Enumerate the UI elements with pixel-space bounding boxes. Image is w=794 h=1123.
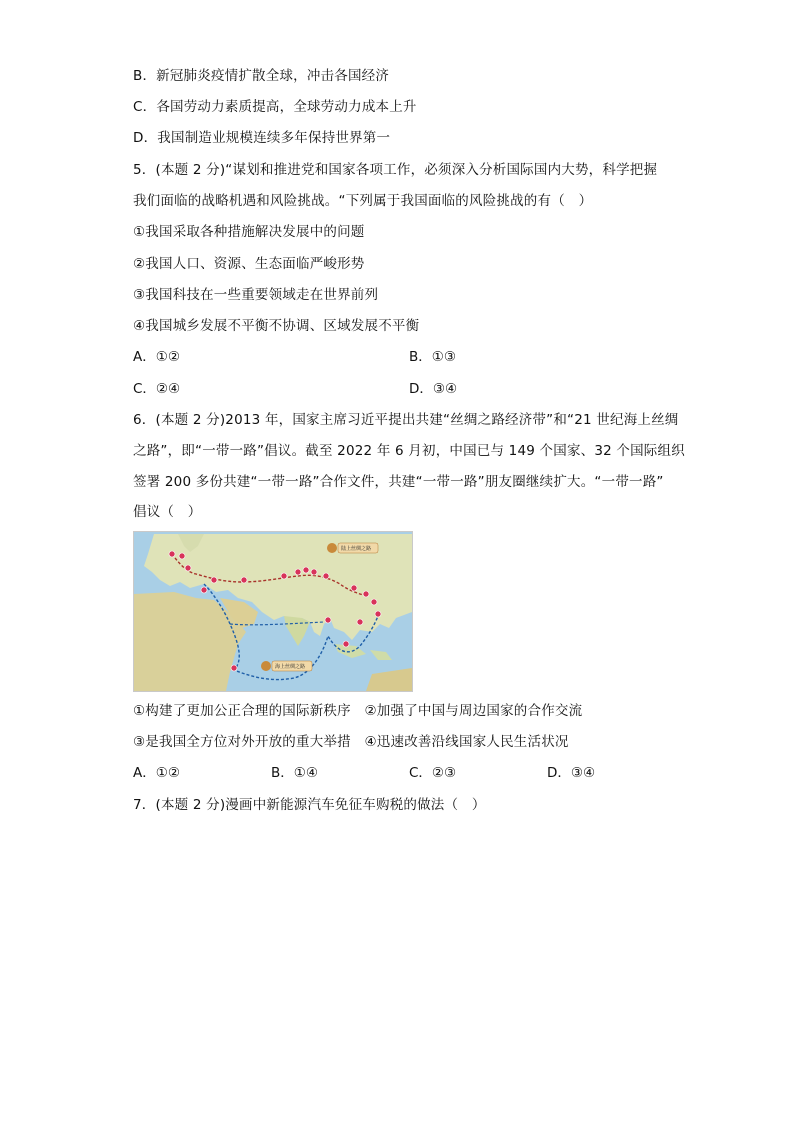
q6-statements-line-2: ③是我国全方位对外开放的重大举措 ④迅速改善沿线国家人民生活状况 [133, 734, 569, 750]
q6-statements-line-1: ①构建了更加公正合理的国际新秩序 ②加强了中国与周边国家的合作交流 [133, 703, 583, 719]
map-pin [325, 617, 331, 623]
land-route-label: 陆上丝绸之路 [341, 546, 372, 552]
belt-and-road-map [133, 531, 413, 692]
q6-stem-line-4: 倡议（ ） [133, 504, 202, 520]
q5-statement-4: ④我国城乡发展不平衡不协调、区域发展不平衡 [133, 318, 420, 334]
map-pin [211, 577, 217, 583]
q6-option-a: A．①② [133, 765, 180, 781]
q5-stem-line-1: 5．(本题 2 分)“谋划和推进党和国家各项工作，必须深入分析国际国内大势，科学把握 [133, 162, 658, 178]
map-pin [169, 551, 175, 557]
q6-option-c: C．②③ [409, 765, 457, 781]
q7-stem: 7．(本题 2 分)漫画中新能源汽车免征车购税的做法（ ） [133, 797, 486, 813]
q4-option-b: B．新冠肺炎疫情扩散全球，冲击各国经济 [133, 68, 390, 84]
q5-statement-3: ③我国科技在一些重要领域走在世界前列 [133, 287, 379, 303]
sea-route-label: 海上丝绸之路 [275, 664, 306, 670]
q5-statement-2: ②我国人口、资源、生态面临严峻形势 [133, 256, 365, 272]
map-pin [311, 569, 317, 575]
land-route-badge [327, 543, 378, 553]
q5-option-c: C．②④ [133, 381, 181, 397]
map-pin [343, 641, 349, 647]
q4-option-d: D．我国制造业规模连续多年保持世界第一 [133, 130, 391, 146]
map-pin [303, 567, 309, 573]
map-pin [185, 565, 191, 571]
map-pin [281, 573, 287, 579]
map-pin [179, 553, 185, 559]
q5-option-a: A．①② [133, 349, 180, 365]
map-pin [351, 585, 357, 591]
q6-option-b: B．①④ [271, 765, 318, 781]
map-pin [241, 577, 247, 583]
map-pin [323, 573, 329, 579]
map-pin [201, 587, 207, 593]
q6-stem-line-3: 签署 200 多份共建“一带一路”合作文件，共建“一带一路”朋友圈继续扩大。“一带一路” [133, 474, 664, 490]
map-pin [357, 619, 363, 625]
q5-option-d: D．③④ [409, 381, 458, 397]
map-pin [231, 665, 237, 671]
q6-stem-line-2: 之路”，即“一带一路”倡议。截至 2022 年 6 月初，中国已与 149 个国家、32 个国际组织 [133, 443, 685, 459]
map-pin [371, 599, 377, 605]
map-pin [375, 611, 381, 617]
map-pin [295, 569, 301, 575]
q5-option-b: B．①③ [409, 349, 456, 365]
q5-stem-line-2: 我们面临的战略机遇和风险挑战。“下列属于我国面临的风险挑战的有（ ） [133, 193, 593, 209]
map-pin [363, 591, 369, 597]
q6-option-d: D．③④ [547, 765, 596, 781]
q5-statement-1: ①我国采取各种措施解决发展中的问题 [133, 224, 365, 240]
q4-option-c: C．各国劳动力素质提高，全球劳动力成本上升 [133, 99, 417, 115]
sea-route-badge [261, 661, 312, 671]
q6-stem-line-1: 6．(本题 2 分)2013 年，国家主席习近平提出共建“丝绸之路经济带”和“21 世纪海上丝绸 [133, 412, 679, 428]
